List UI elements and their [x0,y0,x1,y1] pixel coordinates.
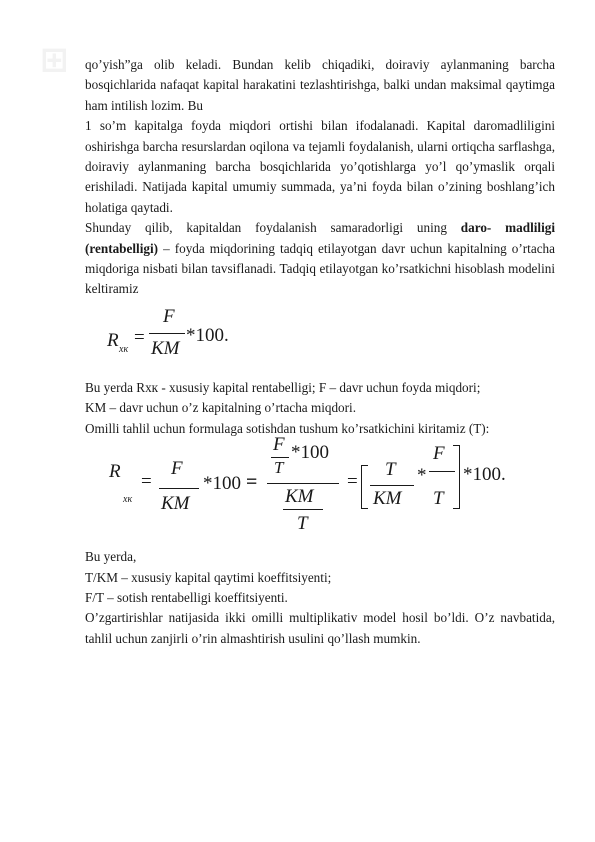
paragraph-5: KM – davr uchun o’z kapitalning o’rtacha miqdori. [85,400,357,416]
formula-rentability [85,300,555,378]
paragraph-7: Bu yerda, [85,549,137,565]
formula2-tail: *100. [463,464,506,486]
paragraph-10: O’zgartirishlar natijasida ikki omilli multiplikativ model hosil bo’ldi. O’z navbatida, tahlil uchun zanjirli o’rin almashtirish usulini qo’llash mumkin. [85,610,555,646]
formula2-inner-denominator: T [274,458,284,478]
formula2-b-mult: * [417,465,427,487]
formula2-b-numerator-1: T [385,459,396,481]
term-rentabelligi: daro- madliligi (rentabelligi) [85,220,555,256]
formula1-fraction-bar [149,333,185,334]
formula2-equals-1: = [141,471,152,493]
formula-factor-model [85,434,555,547]
formula1-tail: *100. [186,324,229,346]
formula1-equals: = [134,326,145,348]
paragraph-1: qo’yish”ga olib keladi. Bundan kelib chiqadiki, doiraviy aylanmaning barcha bosqichlarida nafaqat kapital harakatini tezlashtirishga, balki undan maksimal qaytimga ham intilish lozim. Bu [85,57,555,113]
formula2-inner-numerator: F [273,434,285,456]
formula2-equals-2: = [246,471,258,494]
formula1-lhs: R [107,329,119,351]
formula2-b-denominator-2: T [433,488,444,510]
paragraph-3 [85,218,555,300]
paragraph-2: 1 so’m kapitalga foyda miqdori ortishi bilan ifodalanadi. Kapital daromadliligini oshirishga barcha resurslardan oqilona va tejamli foydalanish, ularni ortiqcha sarflashga, doiraviy aylanmaning barcha bosqichlarida yo’qotishlarga yo’l qo’ymaslik orqali erishiladi. Natijada kapital umumiy summada, ya’ni foyda bilan o’zining boshlang’ich holatiga qaytadi. [85,118,555,215]
formula2-lhs: R [109,461,121,483]
paragraph-6: Omilli tahlil uchun formulaga sotishdan tushum ko’rsatkichini kiritamiz (T): [85,420,490,436]
formula2-equals-3: = [347,471,358,493]
paragraph-3-text-a: Shunday qilib, kapitaldan foydalanish samaradorligi uning [85,220,461,236]
paragraph-9: F/T – sotish rentabelligi koeffitsiyenti. [85,589,288,605]
formula2-lhs-sub: хк [123,494,133,506]
formula2-frac1-bar [159,488,199,489]
paragraph-4: Bu yerda Rхк - xususiy kapital rentabelligi; F – davr uchun foyda miqdori; [85,379,481,395]
formula2-lower-numerator: KM [285,486,314,508]
paragraph-8: T/KM – xususiy kapital qaytimi koeffitsiyenti; [85,569,332,585]
paragraph-3-text-b: – foyda miqdorining tadqiq etilayotgan davr uchun kapitalning o’rtacha miqdoriga nisbati bilan tavsiflanadi. Tadqiq etilayotgan ko’rsatkichni hisoblash modelini keltiramiz [85,240,555,297]
formula2-frac1-denominator: KM [161,493,190,515]
formula2-right-bracket [453,445,460,509]
formula2-left-bracket [361,465,368,509]
formula2-inner-mult-100: *100 [291,442,329,464]
formula2-mult-100: *100 [203,473,241,495]
formula2-lower-bar [283,509,323,510]
formula1-numerator: F [163,305,175,327]
document-page [85,55,555,649]
formula1-lhs-sub: хк [119,343,129,355]
formula2-b-denominator-1: KM [373,488,402,510]
formula2-b-bar-1 [370,485,414,486]
formula2-b-bar-2 [429,471,455,472]
formula2-b-numerator-2: F [433,443,445,465]
watermark: ⊞ [40,40,71,80]
formula2-lower-denominator: T [297,513,308,535]
formula1-denominator: KM [151,337,180,359]
formula2-frac1-numerator: F [171,458,183,480]
formula2-main-fraction-bar [267,483,339,484]
